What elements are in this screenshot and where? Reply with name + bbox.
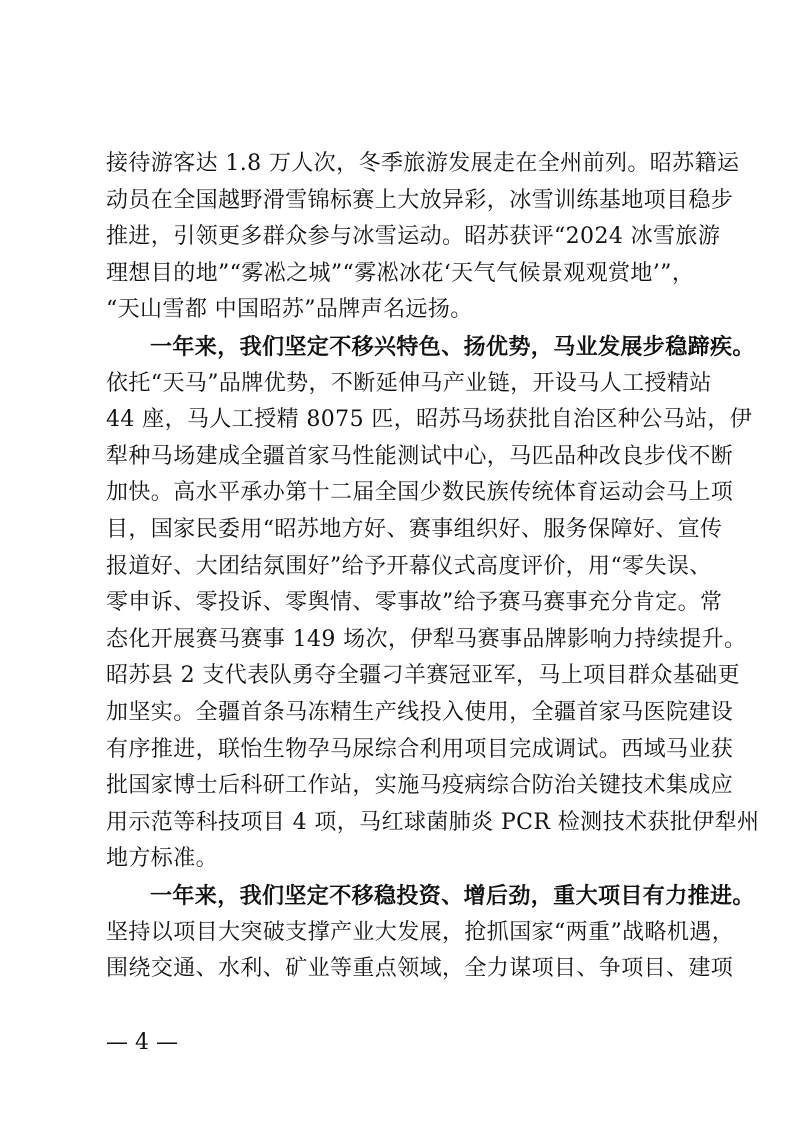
section-heading-line: 一年来，我们坚定不移稳投资、增后劲，重大项目有力推进。	[150, 883, 755, 909]
text-line: 坚持以项目大突破支撑产业大发展，抢抓国家“两重”战略机遇，	[106, 919, 735, 945]
text-line: 昭苏县 2 支代表队勇夺全疆刁羊赛冠亚军，马上项目群众基础更	[106, 663, 740, 689]
text-line: 地方标准。	[106, 846, 219, 872]
text-line: 犁种马场建成全疆首家马性能测试中心，马匹品种改良步伐不断	[106, 443, 734, 469]
text-line: 目，国家民委用“昭苏地方好、赛事组织好、服务保障好、宣传	[106, 517, 723, 542]
text-line: 加坚实。全疆首条马冻精生产线投入使用，全疆首家马医院建设	[106, 700, 734, 725]
text-line: 零申诉、零投诉、零舆情、零事故”给予赛马赛事充分肯定。常	[106, 590, 723, 616]
text-line: 态化开展赛马赛事 149 场次，伊犁马赛事品牌影响力持续提升。	[106, 626, 747, 652]
text-line: “天山雪都 中国昭苏”品牌声名远扬。	[106, 297, 473, 323]
text-line: 44 座，马人工授精 8075 匹，昭苏马场获批自治区种公马站，伊	[106, 407, 753, 433]
text-line: 依托“天马”品牌优势，不断延伸马产业链，开设马人工授精站	[106, 370, 712, 396]
text-line: 加快。高水平承办第十二届全国少数民族传统体育运动会马上项	[106, 480, 734, 506]
text-line: 有序推进，联怡生物孕马尿综合利用项目完成调试。西域马业获	[106, 736, 734, 762]
text-line: 推进，引领更多群众参与冰雪运动。昭苏获评“2024 冰雪旅游	[106, 224, 721, 250]
section-heading-line: 一年来，我们坚定不移兴特色、扬优势，马业发展步稳蹄疾。	[150, 334, 755, 360]
text-line: 报道好、大团结氛围好”给予开幕仪式高度评价，用“零失误、	[106, 553, 712, 579]
text-line: 围绕交通、水利、矿业等重点领域，全力谋项目、争项目、建项	[106, 956, 734, 982]
text-line: 动员在全国越野滑雪锦标赛上大放异彩，冰雪训练基地项目稳步	[106, 187, 734, 213]
text-line: 批国家博士后科研工作站，实施马疫病综合防治关键技术集成应	[106, 773, 734, 799]
text-line: 用示范等科技项目 4 项，马红球菌肺炎 PCR 检测技术获批伊犁州	[106, 809, 760, 835]
text-line: 理想目的地”“雾凇之城”“雾凇冰花‘天气气候景观观赏地’”，	[106, 260, 695, 286]
text-line: 接待游客达 1.8 万人次，冬季旅游发展走在全州前列。昭苏籍运	[106, 151, 740, 176]
page-number: — 4 —	[106, 1030, 178, 1055]
